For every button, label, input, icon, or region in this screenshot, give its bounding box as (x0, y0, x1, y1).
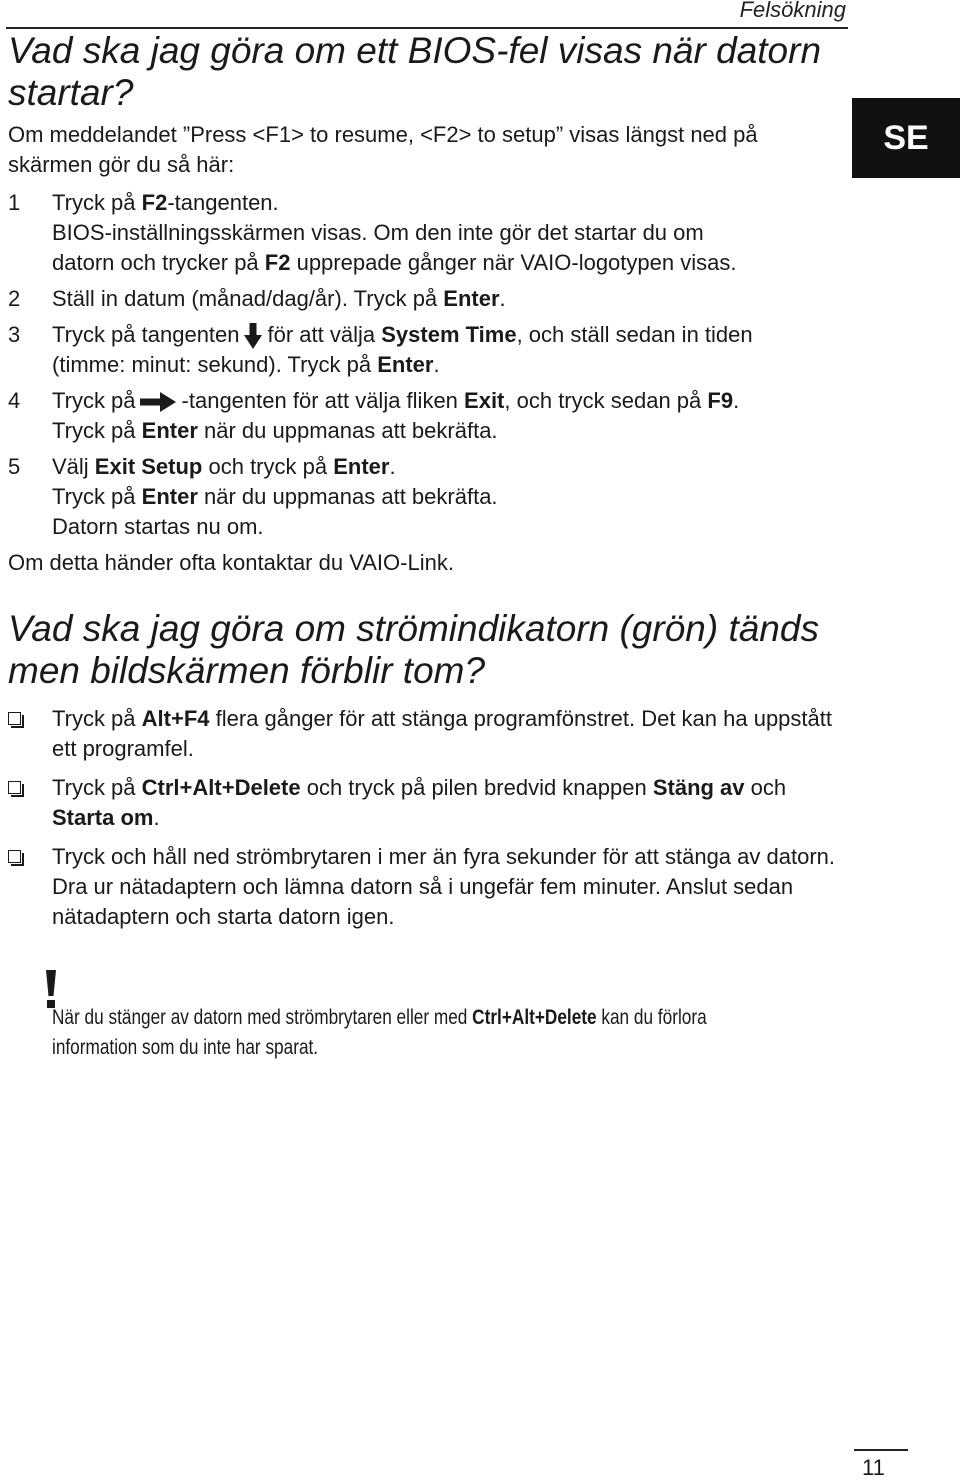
step-line: Tryck på tangenten för att välja System Time, och ställ sedan in tiden (52, 320, 848, 350)
section1-intro: Om meddelandet ”Press <F1> to resume, <F2> to setup” visas längst ned på skärmen gör du så här: (8, 122, 758, 177)
step-line: Tryck på Enter när du uppmanas att bekräfta. (52, 418, 498, 443)
step-number: 1 (8, 190, 21, 215)
step-line: (timme: minut: sekund). Tryck på Enter. (52, 352, 440, 377)
checkbox-bullet-icon (8, 850, 21, 863)
section1-heading: Vad ska jag göra om ett BIOS-fel visas när datorn startar? (8, 30, 822, 113)
step-line: Ställ in datum (månad/dag/år). Tryck på Enter. (52, 286, 506, 311)
footer-rule (854, 1449, 908, 1451)
section2-heading: Vad ska jag göra om strömindikatorn (grön) tänds men bildskärmen förblir tom? (8, 608, 819, 691)
page-content (8, 30, 848, 941)
step-line: Tryck på -tangenten för att välja fliken Exit, och tryck sedan på F9. (52, 388, 740, 413)
step-item (8, 284, 848, 314)
step-item (8, 320, 848, 380)
warning-note (52, 1003, 856, 1063)
step-number: 2 (8, 286, 21, 311)
checkbox-bullet-icon (8, 781, 21, 794)
note-line: När du stänger av datorn med strömbrytaren eller med Ctrl+Alt+Delete kan du förlora (52, 1006, 707, 1029)
bullet-item: Tryck på Alt+F4 flera gånger för att stänga programfönstret. Det kan ha uppstått ett programfel. (8, 704, 848, 764)
step-line: datorn och trycker på F2 upprepade gånger när VAIO-logotypen visas. (52, 250, 737, 275)
steps-list (8, 188, 848, 542)
bullet-item: Tryck och håll ned strömbrytaren i mer än fyra sekunder för att stänga av datorn. Dra ur nätadaptern och lämna datorn så i ungefär fem minuter. Anslut sedan nätadaptern och starta datorn igen. (8, 842, 848, 932)
header-section-title: Felsökning (739, 0, 846, 22)
step-number: 3 (8, 322, 21, 347)
step-item (8, 188, 848, 278)
step-line: Tryck på Enter när du uppmanas att bekräfta. (52, 484, 498, 509)
step-number: 4 (8, 388, 21, 413)
page-number: 11 (862, 1455, 885, 1480)
arrow-right-key-icon (140, 392, 176, 412)
arrow-down-key-icon (244, 323, 262, 349)
step-line: BIOS-inställningsskärmen visas. Om den inte gör det startar du om (52, 220, 704, 245)
step-line: Datorn startas nu om. (52, 514, 264, 539)
note-line: information som du inte har sparat. (52, 1036, 319, 1059)
step-line: Välj Exit Setup och tryck på Enter. (52, 454, 396, 479)
section1-outro: Om detta händer ofta kontaktar du VAIO-Link. (8, 550, 454, 575)
bullet-list (8, 704, 848, 932)
step-number: 5 (8, 454, 21, 479)
step-item (8, 386, 848, 446)
header-rule (6, 27, 848, 29)
bullet-item: Tryck på Ctrl+Alt+Delete och tryck på pilen bredvid knappen Stäng av och Starta om. (8, 773, 848, 833)
checkbox-bullet-icon (8, 712, 21, 725)
language-tab: SE (852, 98, 960, 178)
step-item (8, 452, 848, 542)
step-line: Tryck på F2-tangenten. (52, 190, 279, 215)
